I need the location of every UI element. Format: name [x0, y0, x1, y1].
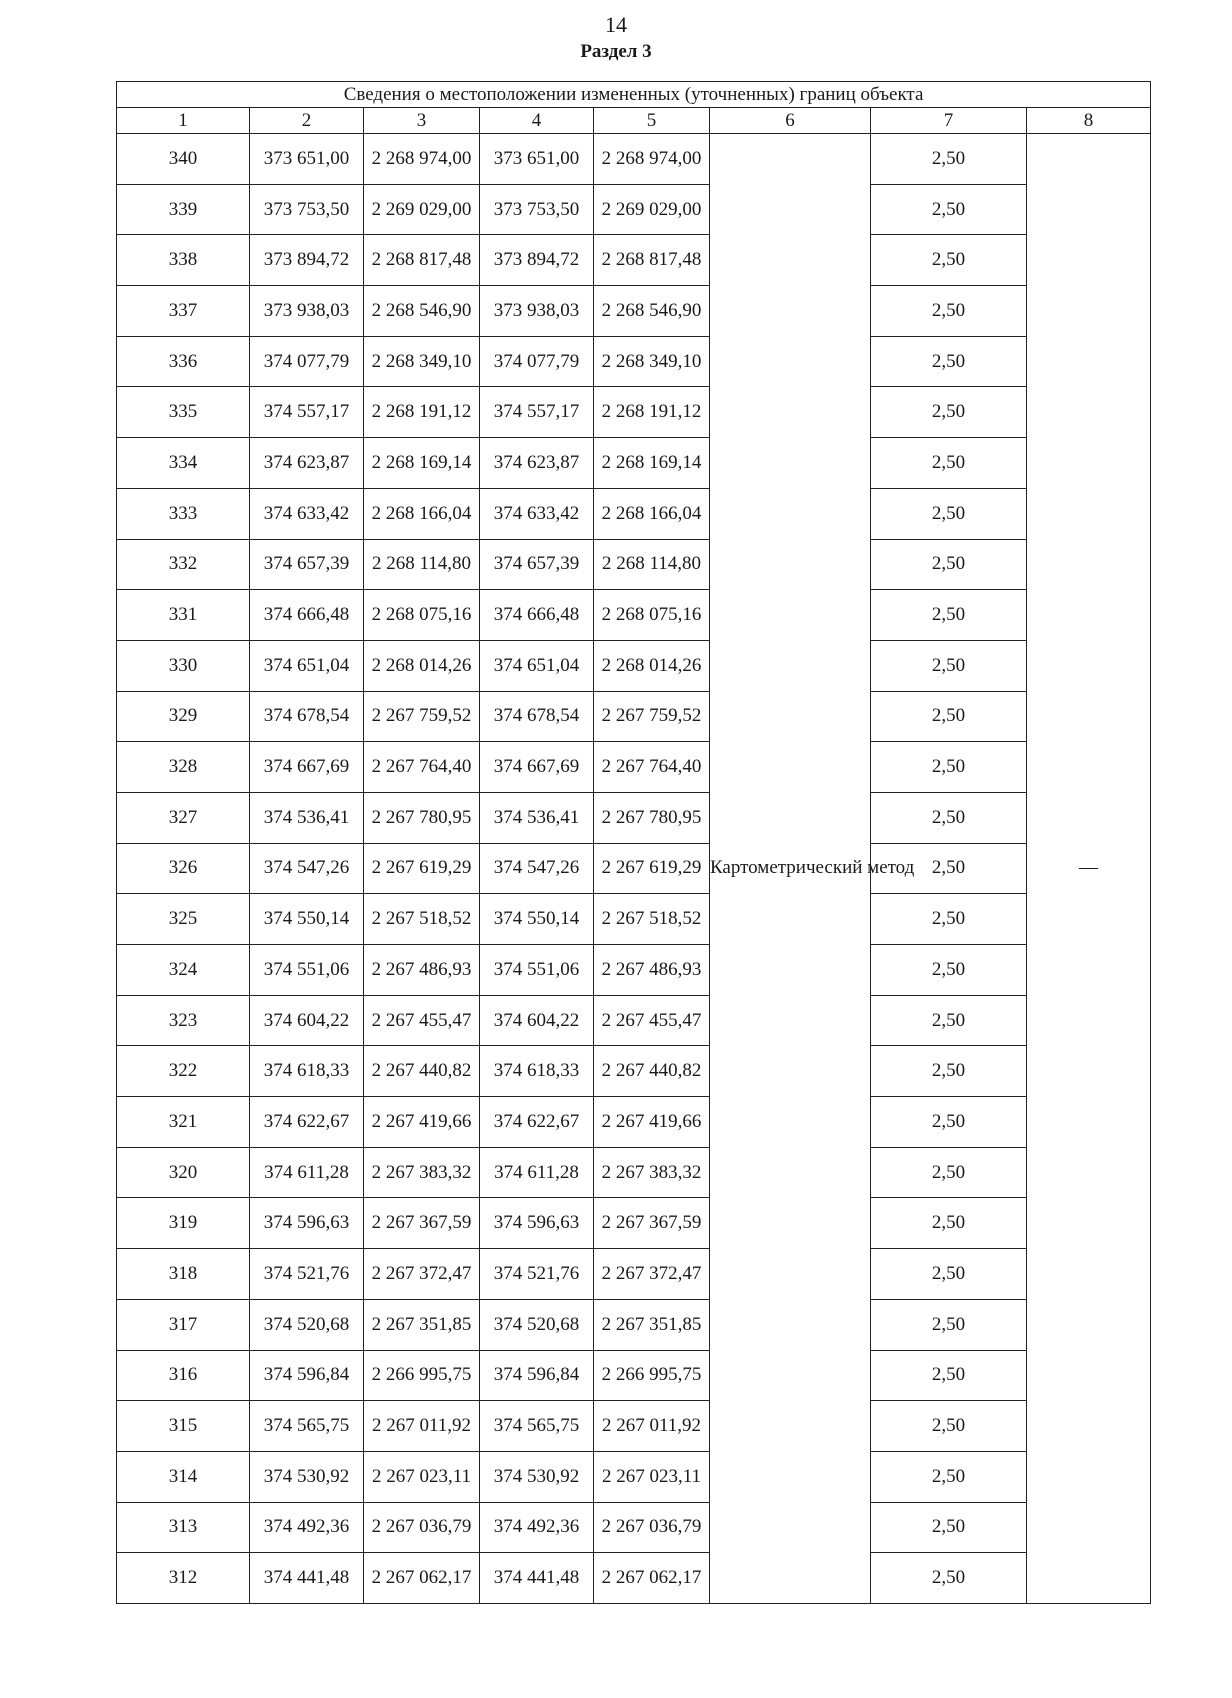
- table-row: [117, 843, 1151, 894]
- existing-y-cell: 2 267 372,47: [364, 1249, 480, 1300]
- table-row: [117, 235, 1151, 286]
- refined-x-cell: 374 557,17: [480, 387, 594, 438]
- existing-x-cell: 374 596,84: [250, 1350, 364, 1401]
- existing-x-cell: 374 520,68: [250, 1299, 364, 1350]
- refined-x-cell: 374 551,06: [480, 945, 594, 996]
- refined-x-cell: 374 547,26: [480, 843, 594, 894]
- table-row: [117, 1198, 1151, 1249]
- accuracy-cell: 2,50: [871, 792, 1027, 843]
- table-row: [117, 1046, 1151, 1097]
- existing-y-cell: 2 267 518,52: [364, 894, 480, 945]
- accuracy-cell: 2,50: [871, 894, 1027, 945]
- point-number-cell: 335: [117, 387, 250, 438]
- table-row: [117, 1249, 1151, 1300]
- point-number-cell: 337: [117, 286, 250, 337]
- existing-y-cell: 2 267 367,59: [364, 1198, 480, 1249]
- existing-x-cell: 374 565,75: [250, 1401, 364, 1452]
- existing-y-cell: 2 267 351,85: [364, 1299, 480, 1350]
- refined-y-cell: 2 268 075,16: [594, 590, 710, 641]
- point-number-cell: 339: [117, 184, 250, 235]
- page-number: 14: [605, 12, 627, 37]
- table-row: [117, 1147, 1151, 1198]
- refined-x-cell: 374 622,67: [480, 1097, 594, 1148]
- refined-x-cell: 374 651,04: [480, 640, 594, 691]
- refined-x-cell: 374 521,76: [480, 1249, 594, 1300]
- refined-x-cell: 374 536,41: [480, 792, 594, 843]
- point-number-cell: 332: [117, 539, 250, 590]
- point-number-cell: 333: [117, 488, 250, 539]
- refined-y-cell: 2 267 062,17: [594, 1553, 710, 1604]
- existing-x-cell: 374 530,92: [250, 1451, 364, 1502]
- refined-x-cell: 374 530,92: [480, 1451, 594, 1502]
- refined-y-cell: 2 267 486,93: [594, 945, 710, 996]
- existing-y-cell: 2 267 619,29: [364, 843, 480, 894]
- refined-y-cell: 2 267 011,92: [594, 1401, 710, 1452]
- refined-y-cell: 2 268 191,12: [594, 387, 710, 438]
- existing-y-cell: 2 268 169,14: [364, 438, 480, 489]
- accuracy-cell: 2,50: [871, 1299, 1027, 1350]
- existing-y-cell: 2 267 455,47: [364, 995, 480, 1046]
- existing-x-cell: 374 651,04: [250, 640, 364, 691]
- point-number-cell: 326: [117, 843, 250, 894]
- existing-y-cell: 2 267 036,79: [364, 1502, 480, 1553]
- existing-y-cell: 2 268 546,90: [364, 286, 480, 337]
- table-row: [117, 691, 1151, 742]
- column-header-4: 4: [480, 108, 594, 134]
- refined-y-cell: 2 268 974,00: [594, 134, 710, 185]
- table-row: [117, 1451, 1151, 1502]
- refined-x-cell: 374 596,84: [480, 1350, 594, 1401]
- accuracy-cell: 2,50: [871, 1553, 1027, 1604]
- refined-x-cell: 374 520,68: [480, 1299, 594, 1350]
- existing-x-cell: 374 557,17: [250, 387, 364, 438]
- refined-x-cell: 374 441,48: [480, 1553, 594, 1604]
- refined-y-cell: 2 267 023,11: [594, 1451, 710, 1502]
- column-header-1: 1: [117, 108, 250, 134]
- refined-y-cell: 2 268 166,04: [594, 488, 710, 539]
- refined-y-cell: 2 267 455,47: [594, 995, 710, 1046]
- existing-y-cell: 2 267 062,17: [364, 1553, 480, 1604]
- existing-x-cell: 374 521,76: [250, 1249, 364, 1300]
- existing-y-cell: 2 267 759,52: [364, 691, 480, 742]
- refined-y-cell: 2 267 036,79: [594, 1502, 710, 1553]
- refined-y-cell: 2 267 759,52: [594, 691, 710, 742]
- point-number-cell: 331: [117, 590, 250, 641]
- existing-x-cell: 374 596,63: [250, 1198, 364, 1249]
- existing-x-cell: 373 938,03: [250, 286, 364, 337]
- refined-x-cell: 373 651,00: [480, 134, 594, 185]
- existing-x-cell: 374 622,67: [250, 1097, 364, 1148]
- accuracy-cell: 2,50: [871, 1502, 1027, 1553]
- table-row: [117, 134, 1151, 185]
- refined-y-cell: 2 267 518,52: [594, 894, 710, 945]
- point-number-cell: 318: [117, 1249, 250, 1300]
- point-number-cell: 338: [117, 235, 250, 286]
- point-number-cell: 312: [117, 1553, 250, 1604]
- table-row: [117, 286, 1151, 337]
- point-number-cell: 328: [117, 742, 250, 793]
- refined-y-cell: 2 267 372,47: [594, 1249, 710, 1300]
- point-number-cell: 314: [117, 1451, 250, 1502]
- table-row: [117, 1502, 1151, 1553]
- existing-y-cell: 2 268 114,80: [364, 539, 480, 590]
- refined-x-cell: 374 492,36: [480, 1502, 594, 1553]
- refined-y-cell: 2 266 995,75: [594, 1350, 710, 1401]
- boundary-coordinates-table: [116, 81, 1151, 1604]
- existing-x-cell: 374 604,22: [250, 995, 364, 1046]
- table-row: [117, 792, 1151, 843]
- accuracy-cell: 2,50: [871, 640, 1027, 691]
- section-title: Раздел 3: [580, 41, 652, 62]
- table-row: [117, 995, 1151, 1046]
- existing-x-cell: 374 633,42: [250, 488, 364, 539]
- refined-y-cell: 2 267 383,32: [594, 1147, 710, 1198]
- refined-x-cell: 374 550,14: [480, 894, 594, 945]
- existing-y-cell: 2 268 974,00: [364, 134, 480, 185]
- point-number-cell: 340: [117, 134, 250, 185]
- refined-y-cell: 2 268 114,80: [594, 539, 710, 590]
- refined-x-cell: 374 077,79: [480, 336, 594, 387]
- existing-y-cell: 2 267 023,11: [364, 1451, 480, 1502]
- refined-y-cell: 2 267 764,40: [594, 742, 710, 793]
- refined-x-cell: 374 596,63: [480, 1198, 594, 1249]
- existing-x-cell: 374 551,06: [250, 945, 364, 996]
- point-number-cell: 330: [117, 640, 250, 691]
- refined-y-cell: 2 268 817,48: [594, 235, 710, 286]
- refined-x-cell: 374 678,54: [480, 691, 594, 742]
- accuracy-cell: 2,50: [871, 1451, 1027, 1502]
- refined-y-cell: 2 267 619,29: [594, 843, 710, 894]
- refined-x-cell: 374 565,75: [480, 1401, 594, 1452]
- accuracy-cell: 2,50: [871, 1198, 1027, 1249]
- refined-y-cell: 2 268 014,26: [594, 640, 710, 691]
- accuracy-cell: 2,50: [871, 134, 1027, 185]
- point-number-cell: 313: [117, 1502, 250, 1553]
- existing-x-cell: 374 441,48: [250, 1553, 364, 1604]
- refined-x-cell: 374 657,39: [480, 539, 594, 590]
- refined-x-cell: 374 623,87: [480, 438, 594, 489]
- existing-y-cell: 2 268 349,10: [364, 336, 480, 387]
- existing-x-cell: 374 667,69: [250, 742, 364, 793]
- table-row: [117, 539, 1151, 590]
- accuracy-cell: 2,50: [871, 235, 1027, 286]
- accuracy-cell: 2,50: [871, 1401, 1027, 1452]
- existing-y-cell: 2 268 817,48: [364, 235, 480, 286]
- accuracy-cell: 2,50: [871, 336, 1027, 387]
- table-row: [117, 590, 1151, 641]
- method-cell: Картометрический метод: [710, 134, 871, 1604]
- table-row: [117, 1401, 1151, 1452]
- refined-y-cell: 2 269 029,00: [594, 184, 710, 235]
- column8-dash-cell: —: [1027, 134, 1151, 1604]
- existing-x-cell: 373 753,50: [250, 184, 364, 235]
- table-row: [117, 1553, 1151, 1604]
- accuracy-cell: 2,50: [871, 742, 1027, 793]
- point-number-cell: 324: [117, 945, 250, 996]
- point-number-cell: 321: [117, 1097, 250, 1148]
- table-row: [117, 387, 1151, 438]
- existing-y-cell: 2 267 764,40: [364, 742, 480, 793]
- existing-x-cell: 373 651,00: [250, 134, 364, 185]
- existing-y-cell: 2 267 486,93: [364, 945, 480, 996]
- refined-x-cell: 373 753,50: [480, 184, 594, 235]
- point-number-cell: 320: [117, 1147, 250, 1198]
- table-row: [117, 1299, 1151, 1350]
- table-row: [117, 184, 1151, 235]
- table-row: [117, 894, 1151, 945]
- point-number-cell: 322: [117, 1046, 250, 1097]
- accuracy-cell: 2,50: [871, 539, 1027, 590]
- existing-x-cell: 374 536,41: [250, 792, 364, 843]
- point-number-cell: 327: [117, 792, 250, 843]
- refined-y-cell: 2 267 780,95: [594, 792, 710, 843]
- table-body: [117, 134, 1151, 1604]
- accuracy-cell: 2,50: [871, 691, 1027, 742]
- table-row: [117, 488, 1151, 539]
- existing-x-cell: 374 678,54: [250, 691, 364, 742]
- point-number-cell: 319: [117, 1198, 250, 1249]
- point-number-cell: 317: [117, 1299, 250, 1350]
- accuracy-cell: 2,50: [871, 1147, 1027, 1198]
- table-row: [117, 438, 1151, 489]
- existing-y-cell: 2 268 014,26: [364, 640, 480, 691]
- refined-x-cell: 374 611,28: [480, 1147, 594, 1198]
- refined-x-cell: 374 667,69: [480, 742, 594, 793]
- existing-x-cell: 374 611,28: [250, 1147, 364, 1198]
- refined-y-cell: 2 268 349,10: [594, 336, 710, 387]
- existing-x-cell: 374 492,36: [250, 1502, 364, 1553]
- accuracy-cell: 2,50: [871, 945, 1027, 996]
- point-number-cell: 315: [117, 1401, 250, 1452]
- accuracy-cell: 2,50: [871, 184, 1027, 235]
- refined-y-cell: 2 267 440,82: [594, 1046, 710, 1097]
- existing-y-cell: 2 269 029,00: [364, 184, 480, 235]
- refined-y-cell: 2 268 169,14: [594, 438, 710, 489]
- refined-y-cell: 2 267 351,85: [594, 1299, 710, 1350]
- column-header-5: 5: [594, 108, 710, 134]
- accuracy-cell: 2,50: [871, 1350, 1027, 1401]
- column-header-2: 2: [250, 108, 364, 134]
- existing-y-cell: 2 267 440,82: [364, 1046, 480, 1097]
- accuracy-cell: 2,50: [871, 843, 1027, 894]
- point-number-cell: 323: [117, 995, 250, 1046]
- refined-y-cell: 2 267 367,59: [594, 1198, 710, 1249]
- table-caption: Сведения о местоположении измененных (уточненных) границ объекта: [117, 82, 1151, 108]
- table-row: [117, 742, 1151, 793]
- point-number-cell: 329: [117, 691, 250, 742]
- column-header-8: 8: [1027, 108, 1151, 134]
- existing-y-cell: 2 268 075,16: [364, 590, 480, 641]
- refined-x-cell: 374 618,33: [480, 1046, 594, 1097]
- table-row: [117, 945, 1151, 996]
- accuracy-cell: 2,50: [871, 488, 1027, 539]
- accuracy-cell: 2,50: [871, 387, 1027, 438]
- table-row: [117, 1097, 1151, 1148]
- refined-x-cell: 374 604,22: [480, 995, 594, 1046]
- existing-y-cell: 2 267 419,66: [364, 1097, 480, 1148]
- accuracy-cell: 2,50: [871, 1046, 1027, 1097]
- accuracy-cell: 2,50: [871, 286, 1027, 337]
- refined-x-cell: 374 633,42: [480, 488, 594, 539]
- refined-x-cell: 373 894,72: [480, 235, 594, 286]
- existing-x-cell: 374 623,87: [250, 438, 364, 489]
- point-number-cell: 336: [117, 336, 250, 387]
- refined-x-cell: 374 666,48: [480, 590, 594, 641]
- refined-x-cell: 373 938,03: [480, 286, 594, 337]
- existing-y-cell: 2 266 995,75: [364, 1350, 480, 1401]
- column-header-7: 7: [871, 108, 1027, 134]
- existing-x-cell: 374 077,79: [250, 336, 364, 387]
- accuracy-cell: 2,50: [871, 1097, 1027, 1148]
- accuracy-cell: 2,50: [871, 995, 1027, 1046]
- table-row: [117, 1350, 1151, 1401]
- existing-x-cell: 374 657,39: [250, 539, 364, 590]
- existing-y-cell: 2 268 166,04: [364, 488, 480, 539]
- refined-y-cell: 2 268 546,90: [594, 286, 710, 337]
- point-number-cell: 325: [117, 894, 250, 945]
- existing-x-cell: 374 666,48: [250, 590, 364, 641]
- existing-y-cell: 2 267 383,32: [364, 1147, 480, 1198]
- accuracy-cell: 2,50: [871, 1249, 1027, 1300]
- point-number-cell: 334: [117, 438, 250, 489]
- point-number-cell: 316: [117, 1350, 250, 1401]
- accuracy-cell: 2,50: [871, 438, 1027, 489]
- column-header-6: 6: [710, 108, 871, 134]
- accuracy-cell: 2,50: [871, 590, 1027, 641]
- existing-x-cell: 374 618,33: [250, 1046, 364, 1097]
- existing-y-cell: 2 267 780,95: [364, 792, 480, 843]
- existing-x-cell: 374 547,26: [250, 843, 364, 894]
- table-row: [117, 336, 1151, 387]
- existing-y-cell: 2 267 011,92: [364, 1401, 480, 1452]
- refined-y-cell: 2 267 419,66: [594, 1097, 710, 1148]
- table-row: [117, 640, 1151, 691]
- column-header-3: 3: [364, 108, 480, 134]
- column-number-row: [117, 108, 1151, 134]
- existing-x-cell: 373 894,72: [250, 235, 364, 286]
- existing-y-cell: 2 268 191,12: [364, 387, 480, 438]
- existing-x-cell: 374 550,14: [250, 894, 364, 945]
